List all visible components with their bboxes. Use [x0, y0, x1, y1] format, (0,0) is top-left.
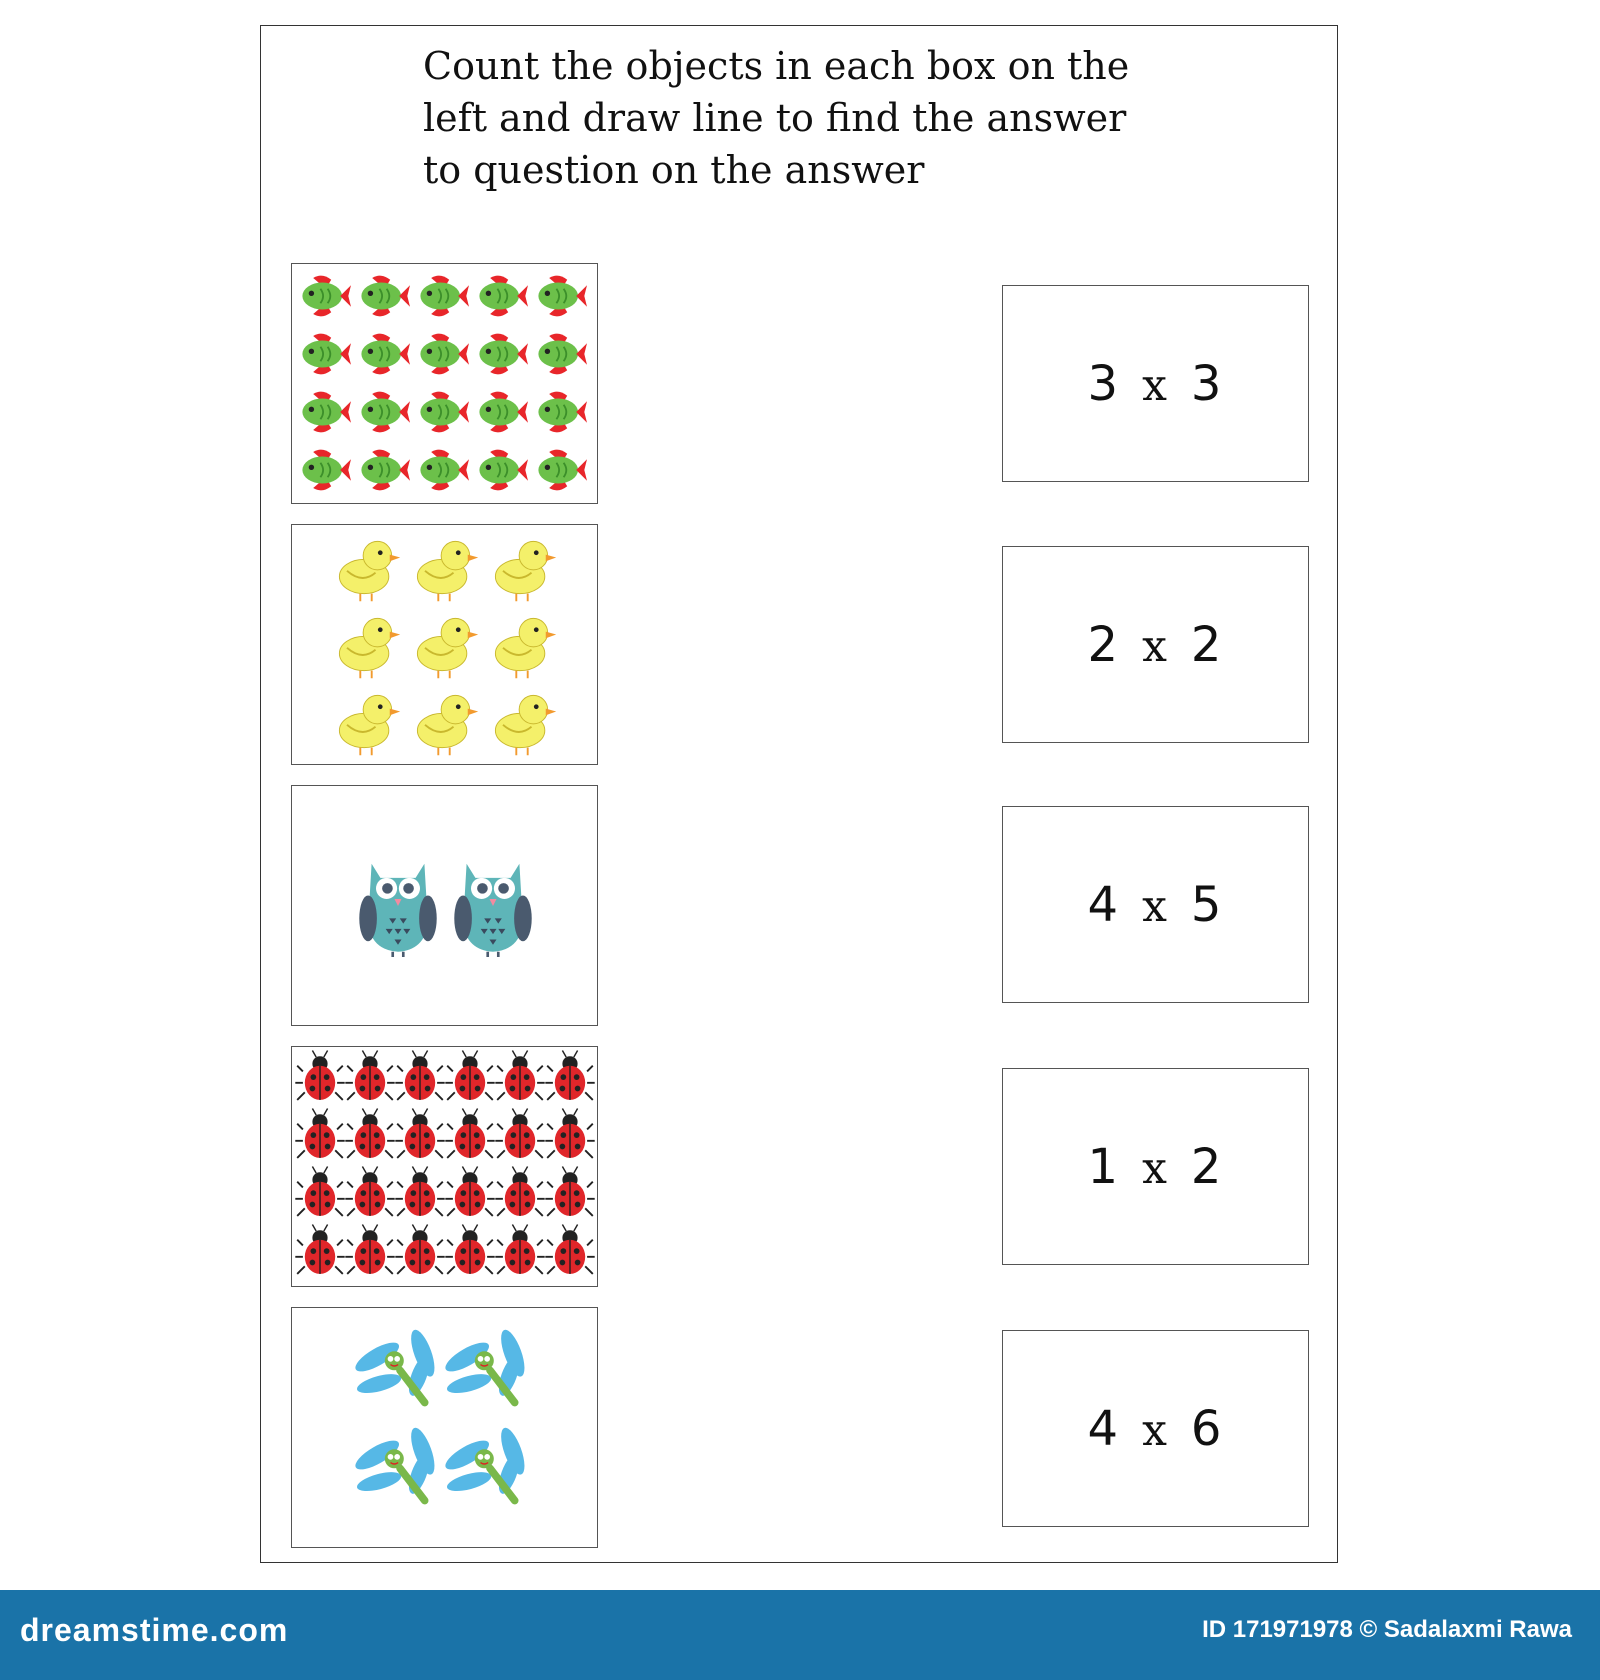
- owl-box: [291, 785, 598, 1026]
- ladybug-icon: [295, 1109, 344, 1158]
- times-sign: x: [1142, 1142, 1169, 1194]
- ladybug-icon: [495, 1225, 544, 1274]
- answer-expression: [1088, 356, 1224, 412]
- ladybug-grid: [292, 1047, 599, 1288]
- answer-expression: [1088, 877, 1224, 933]
- operand-left: 1: [1087, 1138, 1121, 1195]
- ladybug-icon: [295, 1167, 344, 1216]
- fish-icon: [302, 334, 351, 375]
- fish-icon: [420, 334, 469, 375]
- times-sign: x: [1142, 359, 1169, 411]
- dragonfly-icon: [352, 1327, 440, 1403]
- operand-left: 2: [1087, 616, 1121, 673]
- instructions: [423, 40, 1223, 196]
- duckling-icon: [495, 541, 556, 601]
- duckling-box: [291, 524, 598, 765]
- owl-icon: [454, 864, 531, 957]
- operand-left: 3: [1087, 355, 1121, 412]
- ladybug-icon: [345, 1167, 394, 1216]
- ladybug-icon: [495, 1109, 544, 1158]
- ladybug-icon: [495, 1051, 544, 1100]
- answer-expression: [1088, 1139, 1224, 1195]
- owl-grid: [292, 786, 599, 1027]
- ladybug-box: [291, 1046, 598, 1287]
- fish-icon: [538, 334, 587, 375]
- ladybug-icon: [545, 1051, 594, 1100]
- fish-icon: [479, 450, 528, 491]
- fish-icon: [479, 392, 528, 433]
- ladybug-icon: [345, 1225, 394, 1274]
- fish-icon: [302, 450, 351, 491]
- duckling-icon: [495, 618, 556, 678]
- fish-icon: [420, 276, 469, 317]
- fish-icon: [361, 334, 410, 375]
- fish-icon: [302, 392, 351, 433]
- duckling-grid: [292, 525, 599, 766]
- duckling-icon: [339, 541, 400, 601]
- operand-left: 4: [1087, 1400, 1121, 1457]
- dragonfly-box: [291, 1307, 598, 1548]
- instruction-line: to question on the answer: [423, 148, 925, 192]
- fish-icon: [420, 392, 469, 433]
- answer-expression: [1088, 1401, 1224, 1457]
- duckling-icon: [417, 541, 478, 601]
- footer-bar: [0, 1590, 1600, 1680]
- ladybug-icon: [345, 1051, 394, 1100]
- answer-box[interactable]: [1002, 1068, 1309, 1265]
- answer-box[interactable]: [1002, 546, 1309, 743]
- ladybug-icon: [445, 1109, 494, 1158]
- fish-icon: [420, 450, 469, 491]
- times-sign: x: [1142, 620, 1169, 672]
- ladybug-icon: [295, 1225, 344, 1274]
- ladybug-icon: [395, 1167, 444, 1216]
- dragonfly-icon: [442, 1327, 530, 1403]
- ladybug-icon: [445, 1225, 494, 1274]
- duckling-icon: [417, 695, 478, 755]
- fish-box: [291, 263, 598, 504]
- fish-icon: [479, 334, 528, 375]
- ladybug-icon: [445, 1167, 494, 1216]
- duckling-icon: [339, 618, 400, 678]
- fish-icon: [538, 276, 587, 317]
- answer-expression: [1088, 617, 1224, 673]
- fish-icon: [361, 392, 410, 433]
- fish-icon: [361, 276, 410, 317]
- dragonfly-grid: [292, 1308, 599, 1549]
- ladybug-icon: [445, 1051, 494, 1100]
- ladybug-icon: [545, 1225, 594, 1274]
- ladybug-icon: [395, 1225, 444, 1274]
- fish-icon: [361, 450, 410, 491]
- duckling-icon: [339, 695, 400, 755]
- ladybug-icon: [395, 1051, 444, 1100]
- fish-grid: [292, 264, 599, 505]
- instruction-line: Count the objects in each box on the: [423, 44, 1130, 88]
- ladybug-icon: [295, 1051, 344, 1100]
- operand-right: 2: [1190, 616, 1224, 673]
- operand-right: 5: [1190, 876, 1224, 933]
- instruction-line: left and draw line to find the answer: [423, 96, 1127, 140]
- operand-left: 4: [1087, 876, 1121, 933]
- answer-box[interactable]: [1002, 1330, 1309, 1527]
- ladybug-icon: [545, 1167, 594, 1216]
- brand-logo[interactable]: dreamstime.com: [20, 1612, 289, 1648]
- fish-icon: [538, 392, 587, 433]
- duckling-icon: [417, 618, 478, 678]
- fish-icon: [538, 450, 587, 491]
- ladybug-icon: [345, 1109, 394, 1158]
- dragonfly-icon: [352, 1425, 440, 1501]
- owl-icon: [359, 864, 436, 957]
- operand-right: 6: [1190, 1400, 1224, 1457]
- dragonfly-icon: [442, 1425, 530, 1501]
- duckling-icon: [495, 695, 556, 755]
- ladybug-icon: [495, 1167, 544, 1216]
- operand-right: 3: [1190, 355, 1224, 412]
- times-sign: x: [1142, 880, 1169, 932]
- fish-icon: [302, 276, 351, 317]
- ladybug-icon: [545, 1109, 594, 1158]
- image-credit: ID 171971978 © Sadalaxmi Rawa: [1202, 1616, 1572, 1643]
- answer-box[interactable]: [1002, 285, 1309, 482]
- ladybug-icon: [395, 1109, 444, 1158]
- times-sign: x: [1142, 1404, 1169, 1456]
- operand-right: 2: [1190, 1138, 1224, 1195]
- fish-icon: [479, 276, 528, 317]
- answer-box[interactable]: [1002, 806, 1309, 1003]
